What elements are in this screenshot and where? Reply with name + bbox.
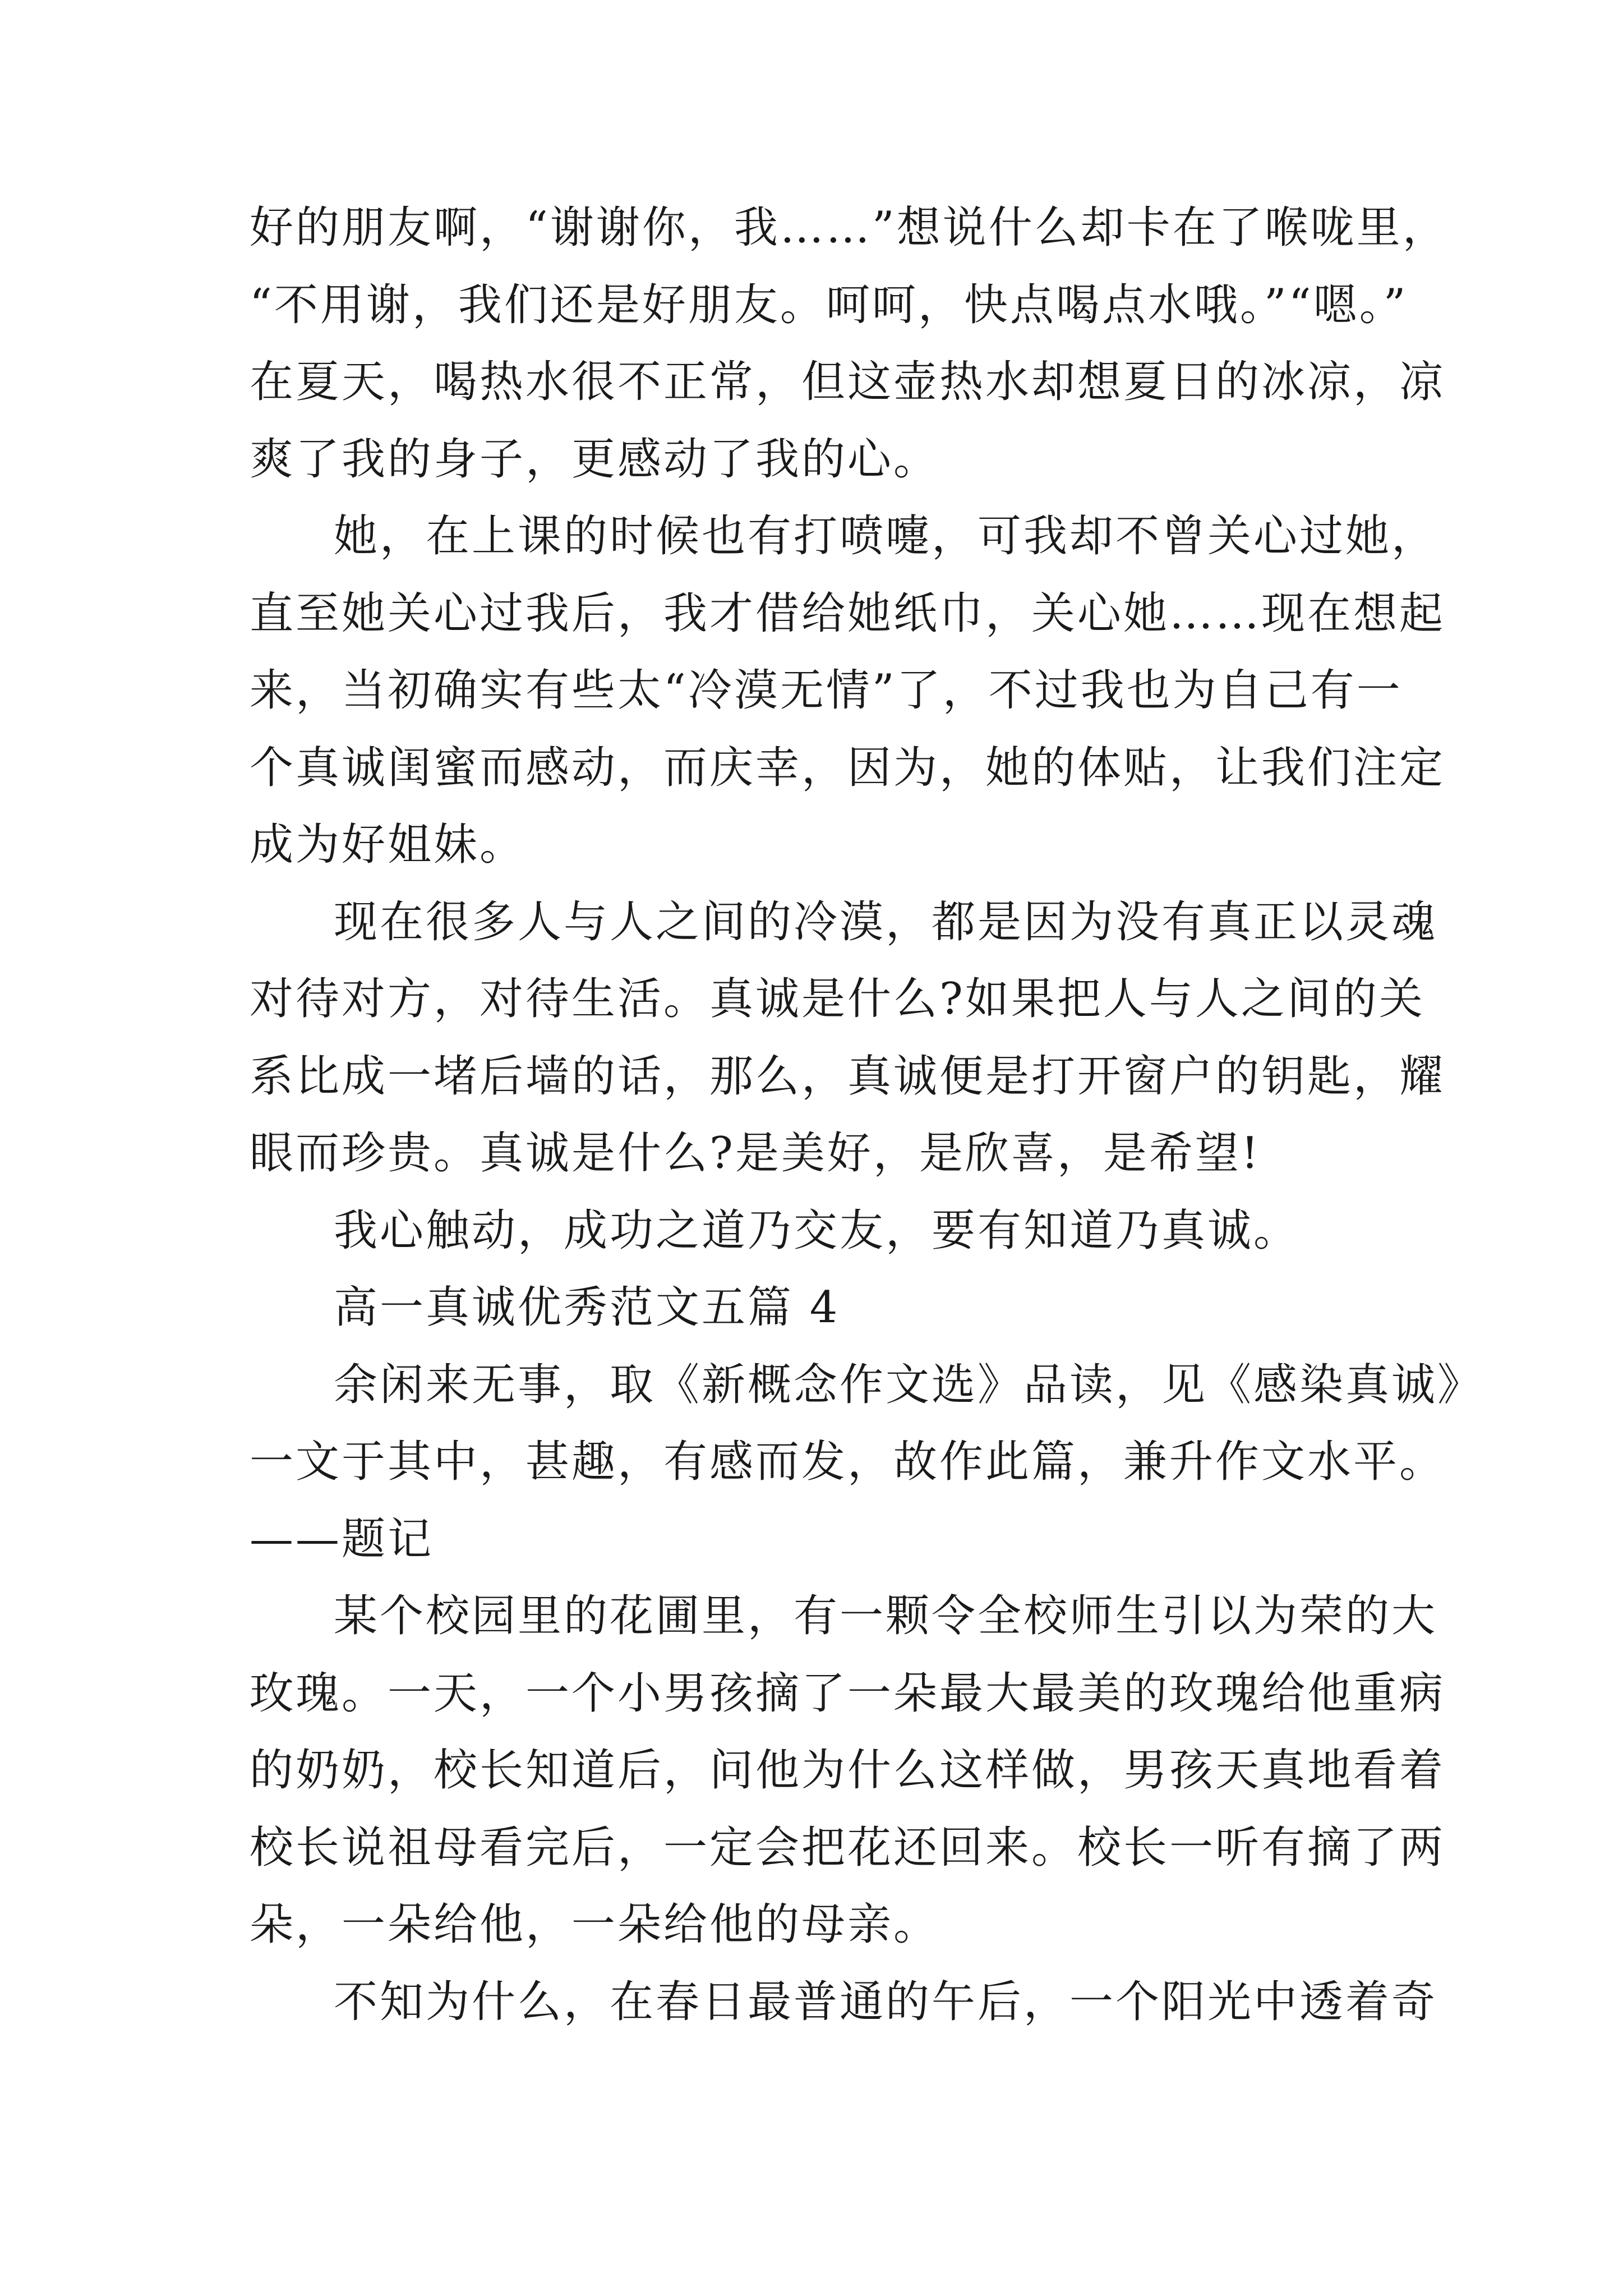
- text-line: 来，当初确实有些太“冷漠无情”了，不过我也为自己有一: [250, 665, 1403, 716]
- section-heading: 高一真诚优秀范文五篇 4: [334, 1282, 840, 1333]
- text-line: 朵，一朵给他，一朵给他的母亲。: [250, 1899, 940, 1950]
- document-body: [250, 190, 1484, 2041]
- text-line: 爽了我的身子，更感动了我的心。: [250, 434, 940, 485]
- text-line: 眼而珍贵。真诚是什么?是美好，是欣喜，是希望!: [250, 1128, 1261, 1179]
- text-line: 余闲来无事，取《新概念作文选》品读，见《感染真诚》: [334, 1359, 1484, 1410]
- text-line: 个真诚闺蜜而感动，而庆幸，因为，她的体贴，让我们注定: [250, 742, 1446, 793]
- text-line: 好的朋友啊，“谢谢你，我……”想说什么却卡在了喉咙里，: [250, 203, 1449, 253]
- text-line: 在夏天，喝热水很不正常，但这壶热水却想夏日的冰凉，凉: [250, 357, 1446, 407]
- text-line: 系比成一堵后墙的话，那么，真诚便是打开窗户的钥匙，耀: [250, 1051, 1446, 1102]
- text-line: 一文于其中，甚趣，有感而发，故作此篇，兼升作文水平。: [250, 1437, 1446, 1487]
- text-line: 成为好姐妹。: [250, 820, 526, 870]
- text-line: 她，在上课的时候也有打喷嚏，可我却不曾关心过她，: [334, 511, 1438, 562]
- text-line: 现在很多人与人之间的冷漠，都是因为没有真正以灵魂: [334, 896, 1438, 947]
- text-line: 我心触动，成功之道乃交友，要有知道乃真诚。: [334, 1205, 1300, 1256]
- text-line: 的奶奶，校长知道后，问他为什么这样做，男孩天真地看着: [250, 1745, 1446, 1796]
- text-line: 直至她关心过我后，我才借给她纸巾，关心她……现在想起: [250, 588, 1446, 639]
- text-line: 对待对方，对待生活。真诚是什么?如果把人与人之间的关: [250, 974, 1425, 1024]
- text-line: ——题记: [250, 1513, 434, 1565]
- text-line: 不知为什么，在春日最普通的午后，一个阳光中透着奇: [334, 1976, 1438, 2027]
- text-line: 某个校园里的花圃里，有一颗令全校师生引以为荣的大: [334, 1591, 1438, 1641]
- text-line: 玫瑰。一天，一个小男孩摘了一朵最大最美的玫瑰给他重病: [250, 1668, 1446, 1719]
- text-line: “不用谢，我们还是好朋友。呵呵，快点喝点水哦。”“嗯。”: [250, 279, 1408, 330]
- text-line: 校长说祖母看完后，一定会把花还回来。校长一听有摘了两: [250, 1822, 1446, 1873]
